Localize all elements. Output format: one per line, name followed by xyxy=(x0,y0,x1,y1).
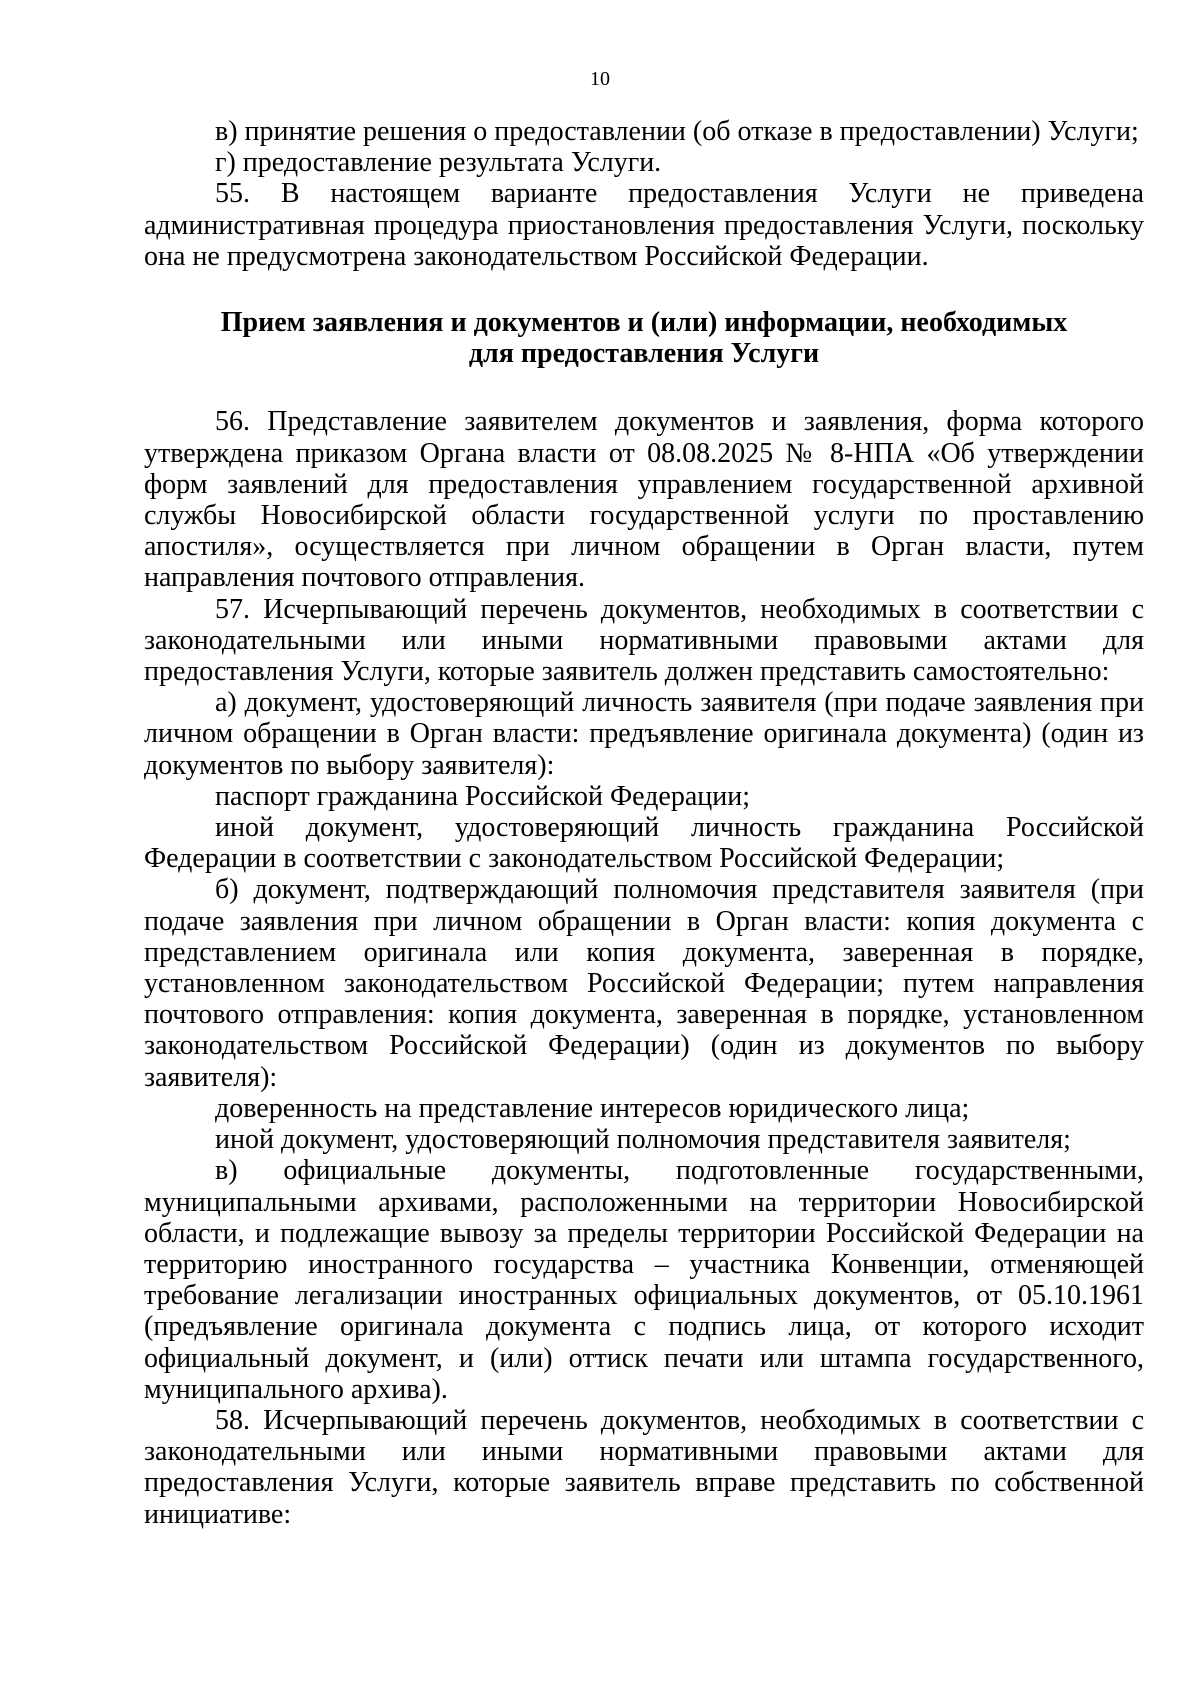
section-heading-line-1: Прием заявления и документов и (или) информации, необходимых xyxy=(220,307,1068,339)
paragraph-57-item-b: б) документ, подтверждающий полномочия представителя заявителя (при подаче заявления при личном обращении в Орган власти: копия документа с представлением оригинала или копия документа, заверенная в порядке, установленном законодательством Российской Федерации; путем направления почтового отправления: копия документа, заверенная в порядке, установленном законодательством Российской Федерации) (один из документов по выбору заявителя): xyxy=(144,874,1144,1093)
paragraph-58: 58. Исчерпывающий перечень документов, необходимых в соответствии с законодательными или иными нормативными правовыми актами для предоставления Услуги, которые заявитель вправе представить по собственной инициативе: xyxy=(144,1404,1144,1530)
paragraph-57-item-a: а) документ, удостоверяющий личность заявителя (при подаче заявления при личном обращении в Орган власти: предъявление оригинала документа) (один из документов по выбору заявителя): xyxy=(144,687,1144,781)
section-heading-line-2: для предоставления Услуги xyxy=(468,338,820,370)
paragraph-56: 56. Представление заявителем документов и заявления, форма которого утверждена приказом Органа власти от 08.08.2025 № 8-НПА «Об утверждении форм заявлений для предоставления управлением государственной архивной службы Новосибирской области государственной услуги по проставлению апостиля», осуществляется при личном обращении в Орган власти, путем направления почтового отправления. xyxy=(144,406,1144,594)
section-heading xyxy=(144,307,1144,369)
paragraph-55: 55. В настоящем варианте предоставления Услуги не приведена административная процедура приостановления предоставления Услуги, поскольку она не предусмотрена законодательством Российской Федерации. xyxy=(144,178,1144,272)
paragraph-57-item-a-other-id: иной документ, удостоверяющий личность гражданина Российской Федерации в соответствии с законодательством Российской Федерации; xyxy=(144,812,1144,875)
paragraph-57-item-a-passport: паспорт гражданина Российской Федерации; xyxy=(215,780,751,812)
paragraph-item-v-decision: в) принятие решения о предоставлении (об отказе в предоставлении) Услуги; xyxy=(215,116,1139,147)
page-number: 10 xyxy=(590,68,610,90)
paragraph-57-item-b-other-doc: иной документ, удостоверяющий полномочия представителя заявителя; xyxy=(215,1124,1071,1156)
paragraph-57-item-v: в) официальные документы, подготовленные государственными, муниципальными архивами, расположенными на территории Новосибирской области, и подлежащие вывозу за пределы территории Российской Федерации на территорию иностранного государства – участника Конвенции, отменяющей требование легализации иностранных официальных документов, от 05.10.1961 (предъявление оригинала документа с подпись лица, от которого исходит официальный документ, и (или) оттиск печати или штампа государственного, муниципального архива). xyxy=(144,1155,1144,1405)
document-body xyxy=(144,116,1144,1530)
paragraph-57-item-b-power-of-attorney: доверенность на представление интересов юридического лица; xyxy=(215,1092,970,1124)
paragraph-item-g-result: г) предоставление результата Услуги. xyxy=(215,147,662,179)
paragraph-57: 57. Исчерпывающий перечень документов, необходимых в соответствии с законодательными или иными нормативными правовыми актами для предоставления Услуги, которые заявитель должен представить самостоятельно: xyxy=(144,593,1144,688)
